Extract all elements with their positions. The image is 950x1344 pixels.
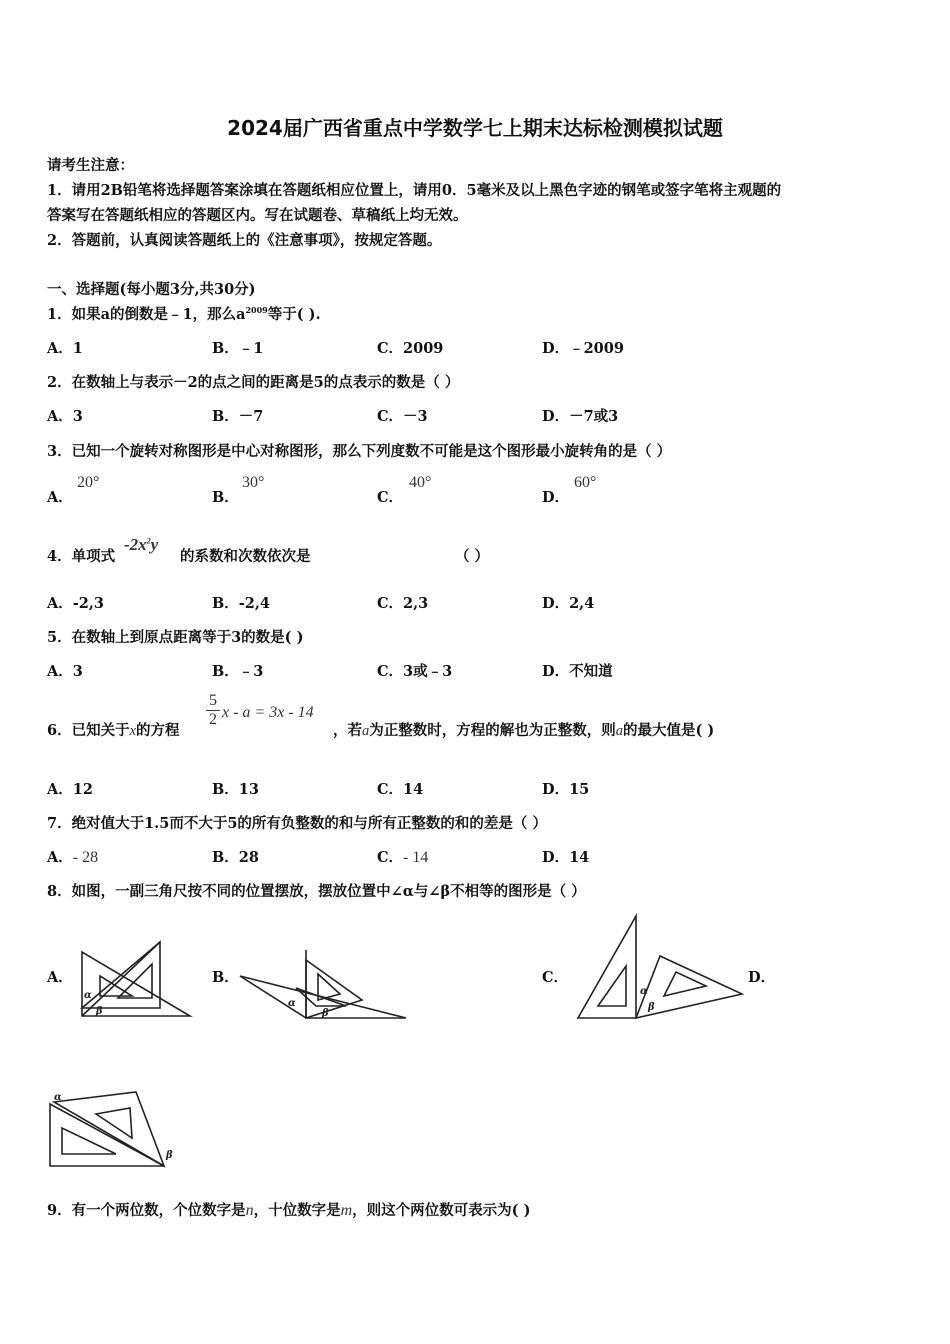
q3-option-a[interactable] xyxy=(47,474,100,507)
q1-option-a[interactable]: A．1 xyxy=(47,340,83,357)
q3-option-b[interactable] xyxy=(212,474,265,507)
q6-fraction xyxy=(206,692,220,729)
q1-exponent: 2009 xyxy=(245,305,268,316)
question-6-stem xyxy=(47,719,180,740)
page-title: 2024届广西省重点中学数学七上期末达标检测模拟试题 xyxy=(227,116,723,140)
q7-value-c: - 14 xyxy=(403,849,429,866)
question-9-stem xyxy=(47,1199,530,1220)
q6-frac-denominator: 2 xyxy=(206,710,220,729)
q5-option-a[interactable]: A．3 xyxy=(47,663,83,680)
q6-var-x: x xyxy=(129,723,137,739)
q7-value-a: - 28 xyxy=(72,849,99,866)
q6-stem-rest xyxy=(333,719,714,740)
figure-c-beta-label: β xyxy=(648,1002,655,1013)
figure-a-beta-label: β xyxy=(96,1006,103,1017)
question-7-stem: 7．绝对值大于1.5而不大于5的所有负整数的和与所有正整数的和的差是（ ） xyxy=(47,815,547,832)
notice-line-1b: 答案写在答题纸相应的答题区内。写在试题卷、草稿纸上均无效。 xyxy=(47,207,468,224)
q4-option-d[interactable]: D．2,4 xyxy=(542,595,595,612)
q4-option-a[interactable]: A．-2,3 xyxy=(47,595,104,612)
q5-option-b[interactable]: B．﹣3 xyxy=(212,663,264,680)
q6-stem-part-e: 的最大值是( ) xyxy=(623,722,715,739)
q3-option-d[interactable] xyxy=(542,474,597,507)
q4-option-c[interactable]: C．2,3 xyxy=(377,595,429,612)
q3-value-c: 40° xyxy=(409,474,432,491)
q8-figure-c xyxy=(572,910,750,1026)
q9-var-m: m xyxy=(340,1202,353,1219)
figure-a-triangles xyxy=(82,942,190,1016)
q9-var-n: n xyxy=(245,1202,254,1219)
q7-option-b[interactable]: B．28 xyxy=(212,849,259,866)
figure-c-triangles xyxy=(578,916,742,1018)
q1-stem-part-a: 1．如果a的倒数是﹣1，那么a xyxy=(47,306,246,323)
q4-expr: -2x xyxy=(124,535,147,554)
q1-option-c[interactable]: C．2009 xyxy=(377,340,444,357)
section-heading: 一、选择题(每小题3分,共30分) xyxy=(47,281,256,298)
q3-label-c: C． xyxy=(377,489,404,506)
q6-option-b[interactable]: B．13 xyxy=(212,781,259,798)
q8-figure-b xyxy=(236,944,410,1026)
q4-option-b[interactable]: B．-2,4 xyxy=(212,595,270,612)
figure-a-alpha-label: α xyxy=(84,990,92,1001)
notice-line-2: 2．答题前，认真阅读答题纸上的《注意事项》，按规定答题。 xyxy=(47,232,442,249)
question-2-stem: 2．在数轴上与表示－2的点之间的距离是5的点表示的数是（ ） xyxy=(47,374,460,391)
q7-label-a: A． xyxy=(47,849,73,866)
q9-stem-part-a: 9．有一个两位数，个位数字是 xyxy=(47,1202,246,1219)
q4-stem-part-a: 4．单项式 xyxy=(47,548,116,565)
q6-option-d[interactable]: D．15 xyxy=(542,781,590,798)
q3-label-a: A． xyxy=(47,489,73,506)
q9-stem-part-c: ，则这个两位数可表示为( ) xyxy=(352,1202,531,1219)
figure-d-triangles xyxy=(50,1092,164,1166)
question-5-stem: 5．在数轴上到原点距离等于3的数是( ) xyxy=(47,629,304,646)
q2-option-d[interactable]: D．－7或3 xyxy=(542,408,619,425)
q8-option-c-label[interactable]: C． xyxy=(542,969,569,986)
figure-d-beta-label: β xyxy=(166,1150,173,1161)
question-3-stem: 3．已知一个旋转对称图形是中心对称图形，那么下列度数不可能是这个图形最小旋转角的是（ ） xyxy=(47,443,672,460)
figure-c-alpha-label: α xyxy=(640,986,648,997)
q1-stem-part-b: 等于( ). xyxy=(267,306,321,323)
figure-b-alpha-label: α xyxy=(288,998,296,1009)
question-4-stem xyxy=(47,545,115,566)
q9-stem-part-b: ，十位数字是 xyxy=(253,1202,341,1219)
q7-label-c: C． xyxy=(377,849,404,866)
q8-figure-d xyxy=(44,1088,184,1172)
q3-value-b: 30° xyxy=(242,474,265,491)
notice-heading: 请考生注意： xyxy=(47,157,134,174)
q2-option-b[interactable]: B．－7 xyxy=(212,408,264,425)
q6-stem-part-c: ，若 xyxy=(333,722,362,739)
q7-option-d[interactable]: D．14 xyxy=(542,849,590,866)
q3-label-b: B． xyxy=(212,489,239,506)
q8-option-d-label[interactable]: D． xyxy=(748,969,776,986)
q6-var-a-1: a xyxy=(362,723,370,739)
q6-stem-part-b: 的方程 xyxy=(136,722,180,739)
q8-figure-a xyxy=(72,936,196,1022)
q3-value-a: 20° xyxy=(77,474,100,491)
q3-option-c[interactable] xyxy=(377,474,432,507)
q5-option-c[interactable]: C．3或﹣3 xyxy=(377,663,453,680)
q1-option-b[interactable]: B．﹣1 xyxy=(212,340,264,357)
q6-option-c[interactable]: C．14 xyxy=(377,781,424,798)
q8-option-b-label[interactable]: B． xyxy=(212,969,239,986)
q6-stem-part-a: 6．已知关于 xyxy=(47,722,130,739)
q2-option-c[interactable]: C．－3 xyxy=(377,408,428,425)
q3-label-d: D． xyxy=(542,489,570,506)
q8-option-a-label[interactable]: A． xyxy=(47,969,73,986)
q6-option-a[interactable]: A．12 xyxy=(47,781,93,798)
q4-expr-y: y xyxy=(150,535,159,554)
q6-var-a-2: a xyxy=(615,723,623,739)
q1-option-d[interactable]: D．﹣2009 xyxy=(542,340,624,357)
q3-value-d: 60° xyxy=(574,474,597,491)
question-1-stem xyxy=(47,303,321,324)
notice-line-1: 1．请用2B铅笔将选择题答案涂填在答题纸相应位置上，请用0．5毫米及以上黑色字迹的钢笔或签字笔将主观题的 xyxy=(47,182,782,199)
q6-stem-part-d: 为正整数时，方程的解也为正整数，则 xyxy=(369,722,616,739)
q6-frac-numerator: 5 xyxy=(209,692,217,709)
figure-d-alpha-label: α xyxy=(54,1092,62,1103)
q2-option-a[interactable]: A．3 xyxy=(47,408,83,425)
q7-option-a[interactable] xyxy=(47,846,98,867)
figure-b-beta-label: β xyxy=(322,1008,329,1019)
q4-expr-exponent: 2 xyxy=(146,536,151,546)
q7-option-c[interactable] xyxy=(377,846,428,867)
question-8-stem: 8．如图，一副三角尺按不同的位置摆放，摆放位置中∠α与∠β不相等的图形是（ ） xyxy=(47,883,586,900)
q4-paren: （ ） xyxy=(455,548,490,565)
q4-monomial xyxy=(124,535,158,555)
q6-equation: x - a = 3x - 14 xyxy=(222,704,314,721)
q4-stem-part-b: 的系数和次数依次是 xyxy=(180,548,311,565)
q5-option-d[interactable]: D．不知道 xyxy=(542,663,613,680)
